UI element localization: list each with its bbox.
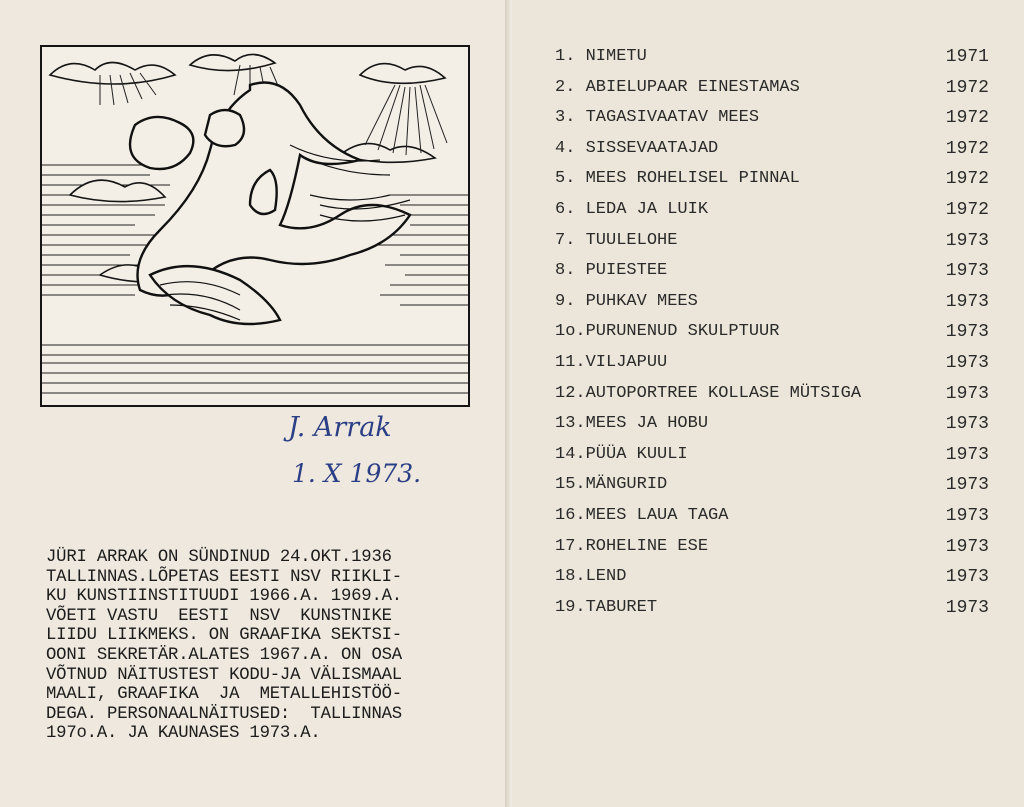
work-year: 1972 bbox=[945, 108, 989, 129]
work-year: 1973 bbox=[945, 261, 989, 282]
list-item bbox=[555, 445, 995, 476]
work-year: 1972 bbox=[945, 138, 989, 159]
work-title: 7. TUULELOHE bbox=[555, 230, 678, 250]
work-year: 1972 bbox=[945, 199, 989, 220]
work-year: 1973 bbox=[945, 475, 989, 496]
list-item bbox=[555, 475, 995, 506]
bio-line: DEGA. PERSONAALNÄITUSED: TALLINNAS bbox=[46, 704, 402, 724]
list-item bbox=[555, 139, 995, 170]
work-title: 1o.PURUNENUD SKULPTUUR bbox=[555, 322, 780, 342]
work-year: 1972 bbox=[945, 77, 989, 98]
work-year: 1973 bbox=[945, 505, 989, 526]
work-title: 5. MEES ROHELISEL PINNAL bbox=[555, 169, 800, 189]
list-item bbox=[555, 598, 995, 629]
bio-line: VÕETI VASTU EESTI NSV KUNSTNIKE bbox=[46, 606, 392, 626]
work-title: 17.ROHELINE ESE bbox=[555, 536, 709, 556]
bio-line: OONI SEKRETÄR.ALATES 1967.A. ON OSA bbox=[46, 645, 402, 665]
work-title: 3. TAGASIVAATAV MEES bbox=[555, 108, 760, 128]
work-title: 6. LEDA JA LUIK bbox=[555, 199, 709, 219]
woodcut-artwork bbox=[40, 45, 470, 407]
list-item bbox=[555, 537, 995, 568]
right-page bbox=[512, 0, 1024, 807]
work-title: 19.TABURET bbox=[555, 597, 658, 617]
work-year: 1973 bbox=[945, 291, 989, 312]
list-item bbox=[555, 506, 995, 537]
signature-name: J. Arrak bbox=[288, 412, 392, 443]
work-year: 1971 bbox=[945, 47, 989, 67]
work-title: 9. PUHKAV MEES bbox=[555, 291, 698, 311]
bio-line: JÜRI ARRAK ON SÜNDINUD 24.OKT.1936 bbox=[46, 548, 392, 567]
list-item bbox=[555, 292, 995, 323]
work-year: 1972 bbox=[945, 169, 989, 190]
bio-line: TALLINNAS.LÕPETAS EESTI NSV RIIKLI- bbox=[46, 567, 402, 587]
woodcut-illustration bbox=[40, 45, 470, 407]
list-item bbox=[555, 353, 995, 384]
list-item bbox=[555, 414, 995, 445]
work-year: 1973 bbox=[945, 383, 989, 404]
list-item bbox=[555, 78, 995, 109]
list-item bbox=[555, 200, 995, 231]
works-list bbox=[555, 47, 995, 628]
work-year: 1973 bbox=[945, 230, 989, 251]
list-item bbox=[555, 384, 995, 415]
work-title: 11.VILJAPUU bbox=[555, 352, 668, 372]
list-item bbox=[555, 322, 995, 353]
work-year: 1973 bbox=[945, 414, 989, 435]
list-item bbox=[555, 169, 995, 200]
bio-line: KU KUNSTIINSTITUUDI 1966.A. 1969.A. bbox=[46, 587, 402, 607]
work-title: 1. NIMETU bbox=[555, 47, 647, 66]
work-title: 12.AUTOPORTREE KOLLASE MÜTSIGA bbox=[555, 383, 862, 403]
artist-biography bbox=[46, 548, 486, 744]
work-title: 13.MEES JA HOBU bbox=[555, 414, 709, 434]
work-title: 4. SISSEVAATAJAD bbox=[555, 138, 719, 158]
bio-line: VÕTNUD NÄITUSTEST KODU-JA VÄLISMAAL bbox=[46, 665, 402, 685]
signature-date: 1. X 1973. bbox=[292, 459, 422, 488]
work-title: 16.MEES LAUA TAGA bbox=[555, 505, 729, 525]
bio-line: 197o.A. JA KAUNASES 1973.A. bbox=[46, 724, 321, 744]
bio-line: LIIDU LIIKMEKS. ON GRAAFIKA SEKTSI- bbox=[46, 626, 402, 646]
work-year: 1973 bbox=[945, 567, 989, 588]
work-year: 1973 bbox=[945, 322, 989, 343]
work-year: 1973 bbox=[945, 536, 989, 557]
work-title: 15.MÄNGURID bbox=[555, 475, 668, 495]
work-title: 14.PÜÜA KUULI bbox=[555, 444, 688, 464]
list-item bbox=[555, 231, 995, 262]
list-item bbox=[555, 567, 995, 598]
list-item bbox=[555, 108, 995, 139]
work-title: 18.LEND bbox=[555, 567, 627, 587]
work-title: 8. PUIESTEE bbox=[555, 261, 668, 281]
bio-line: MAALI, GRAAFIKA JA METALLEHISTÖÖ- bbox=[46, 685, 402, 705]
work-year: 1973 bbox=[945, 597, 989, 618]
work-year: 1973 bbox=[945, 352, 989, 373]
work-year: 1973 bbox=[945, 444, 989, 465]
list-item bbox=[555, 261, 995, 292]
list-item bbox=[555, 47, 995, 78]
work-title: 2. ABIELUPAAR EINESTAMAS bbox=[555, 77, 800, 97]
